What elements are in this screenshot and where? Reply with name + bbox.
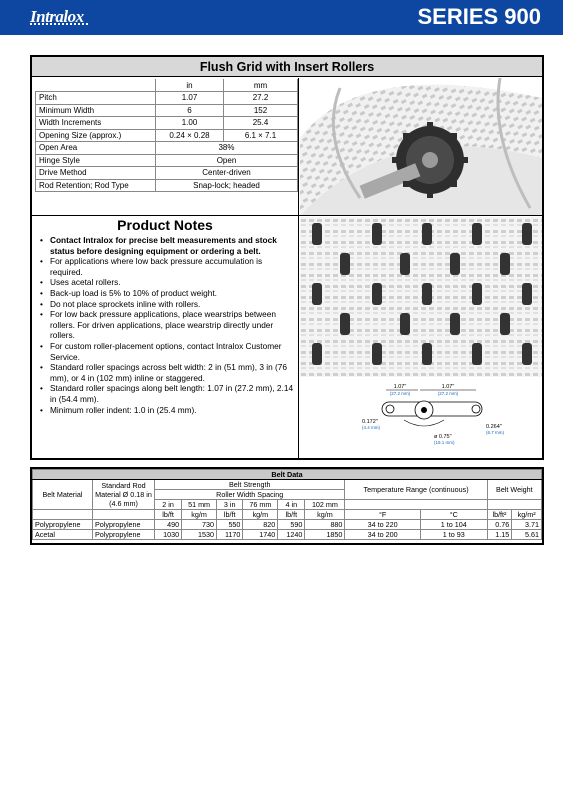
spec-header-blank — [36, 79, 156, 92]
row-weight-lb: 1.15 — [487, 530, 512, 540]
row-weight-kg: 3.71 — [512, 520, 542, 530]
spacing-cell: 4 in — [278, 500, 305, 510]
dim-thick-label: 0.264" — [486, 424, 502, 430]
row-temp-f: 34 to 220 — [345, 520, 420, 530]
dimension-drawing — [300, 380, 542, 458]
spec-mm: 6.1 × 7.1 — [224, 129, 298, 142]
spec-label: Open Area — [36, 142, 156, 155]
row-temp-f: 34 to 200 — [345, 530, 420, 540]
row-value: 880 — [305, 520, 345, 530]
belt-top-view-photo — [300, 217, 542, 377]
belt-units-row — [33, 510, 542, 520]
spec-row — [36, 142, 298, 155]
row-value: 730 — [182, 520, 217, 530]
belt-data-table — [32, 469, 542, 540]
belt-sprocket-illustration — [300, 78, 542, 216]
note-item: • Uses acetal rollers. — [38, 277, 296, 288]
row-material: Polypropylene — [33, 520, 93, 530]
unit-cell: kg/m — [305, 510, 345, 520]
dim-roller-mm: (19.1 mm) — [434, 440, 455, 445]
dim-right-label: 1.07" — [441, 384, 455, 390]
unit-cell: lb/ft² — [487, 510, 512, 520]
spec-row — [36, 104, 298, 117]
series-title: SERIES 900 — [417, 4, 541, 29]
row-rod: Polypropylene — [93, 530, 155, 540]
belt-top-view-illustration — [300, 217, 542, 377]
spacing-cell: 3 in — [216, 500, 242, 510]
row-value: 820 — [243, 520, 278, 530]
vertical-divider — [298, 78, 299, 458]
belt-data-title-row — [33, 470, 542, 480]
spec-row — [36, 92, 298, 105]
spec-mm: 25.4 — [224, 117, 298, 130]
spec-label: Pitch — [36, 92, 156, 105]
unit-cell: kg/m — [243, 510, 278, 520]
dim-thick-mm: (6.7 mm) — [486, 430, 504, 435]
unit-cell: lb/ft — [216, 510, 242, 520]
row-value: 490 — [155, 520, 182, 530]
spec-in: 6 — [156, 104, 224, 117]
spec-value: Open — [156, 154, 298, 167]
notes-list — [38, 235, 296, 415]
dim-height-mm: (4.4 mm) — [362, 425, 380, 430]
row-value: 550 — [216, 520, 242, 530]
spec-label: Rod Retention; Rod Type — [36, 179, 156, 192]
header-belt-material: Belt Material — [33, 480, 93, 510]
note-item: • Do not place sprockets inline with rollers. — [38, 299, 296, 310]
notes-title: Product Notes — [117, 217, 213, 233]
spec-label: Width Increments — [36, 117, 156, 130]
spec-value: Center-driven — [156, 167, 298, 180]
logo-underline — [30, 23, 88, 27]
dim-height-label: 0.172" — [362, 419, 378, 425]
spec-label: Opening Size (approx.) — [36, 129, 156, 142]
row-temp-c: 1 to 93 — [420, 530, 487, 540]
header-temperature: Temperature Range (continuous) — [345, 480, 487, 500]
horizontal-divider — [32, 215, 542, 216]
weight-spacer — [487, 500, 541, 510]
row-value: 1530 — [182, 530, 217, 540]
spec-row — [36, 179, 298, 192]
unit-cell: kg/m — [182, 510, 217, 520]
belt-sprocket-photo — [300, 78, 542, 216]
note-item: • Back-up load is 5% to 10% of product weight. — [38, 288, 296, 299]
note-item: • Minimum roller indent: 1.0 in (25.4 mm). — [38, 405, 296, 416]
row-weight-kg: 5.61 — [512, 530, 542, 540]
row-value: 1850 — [305, 530, 345, 540]
unit-cell: kg/m² — [512, 510, 542, 520]
dim-left-label: 1.07" — [393, 384, 407, 390]
intralox-logo: Intralox — [30, 7, 84, 26]
header-rod-material: Standard Rod Material Ø 0.18 in (4.6 mm) — [93, 480, 155, 510]
row-value: 1740 — [243, 530, 278, 540]
spec-table — [35, 79, 298, 192]
spacing-cell: 2 in — [155, 500, 182, 510]
spacing-cell: 51 mm — [182, 500, 217, 510]
spec-row — [36, 117, 298, 130]
belt-data-row — [33, 530, 542, 540]
unit-cell: lb/ft — [155, 510, 182, 520]
unit-cell: lb/ft — [278, 510, 305, 520]
spec-in: 1.00 — [156, 117, 224, 130]
note-item: • Contact Intralox for precise belt measurements and stock status before designing equipment or ordering a belt. — [38, 235, 296, 256]
spec-row — [36, 167, 298, 180]
spec-row — [36, 129, 298, 142]
spec-mm: 152 — [224, 104, 298, 117]
row-value: 1240 — [278, 530, 305, 540]
spec-label: Minimum Width — [36, 104, 156, 117]
units-spacer — [33, 510, 93, 520]
header-belt-strength: Belt Strength — [155, 480, 345, 490]
row-temp-c: 1 to 104 — [420, 520, 487, 530]
unit-cell: °F — [345, 510, 420, 520]
belt-data-row — [33, 520, 542, 530]
note-item: • Standard roller spacings across belt width: 2 in (51 mm), 3 in (76 mm), or 4 in (102 mm) inline or staggered. — [38, 362, 296, 383]
row-rod: Polypropylene — [93, 520, 155, 530]
belt-data-title: Belt Data — [33, 470, 542, 480]
note-item: • Standard roller spacings along belt length: 1.07 in (27.2 mm), 2.14 in (54.4 mm). — [38, 383, 296, 404]
spec-header-row — [36, 79, 298, 92]
spec-header-in: in — [156, 79, 224, 92]
page-header — [0, 0, 563, 35]
note-item: • For custom roller-placement options, contact Intralox Customer Service. — [38, 341, 296, 362]
note-item: • For low back pressure applications, place wearstrips between rollers. For driven applications, place wearstrip directly under rollers. — [38, 309, 296, 341]
spec-in: 0.24 × 0.28 — [156, 129, 224, 142]
spec-label: Hinge Style — [36, 154, 156, 167]
spec-label: Drive Method — [36, 167, 156, 180]
spec-value: 38% — [156, 142, 298, 155]
dimension-diagram — [300, 380, 542, 458]
spec-mm: 27.2 — [224, 92, 298, 105]
product-title: Flush Grid with Insert Rollers — [32, 57, 542, 77]
temp-spacer — [345, 500, 487, 510]
row-value: 590 — [278, 520, 305, 530]
header-belt-weight: Belt Weight — [487, 480, 541, 500]
belt-header-row-1 — [33, 480, 542, 490]
spec-in: 1.07 — [156, 92, 224, 105]
spec-value: Snap-lock; headed — [156, 179, 298, 192]
spacing-cell: 76 mm — [243, 500, 278, 510]
row-value: 1170 — [216, 530, 242, 540]
dim-left-mm: (27.2 mm) — [389, 391, 411, 396]
belt-data-section — [30, 467, 544, 545]
row-material: Acetal — [33, 530, 93, 540]
spec-row — [36, 154, 298, 167]
note-item: • For applications where low back pressure accumulation is required. — [38, 256, 296, 277]
row-value: 1030 — [155, 530, 182, 540]
header-roller-spacing: Roller Width Spacing — [155, 490, 345, 500]
unit-cell: °C — [420, 510, 487, 520]
row-weight-lb: 0.76 — [487, 520, 512, 530]
spec-header-mm: mm — [224, 79, 298, 92]
dim-right-mm: (27.2 mm) — [437, 391, 459, 396]
dim-roller-label: ø 0.75" — [434, 434, 452, 440]
spacing-cell: 102 mm — [305, 500, 345, 510]
product-card — [30, 55, 544, 460]
units-spacer — [93, 510, 155, 520]
